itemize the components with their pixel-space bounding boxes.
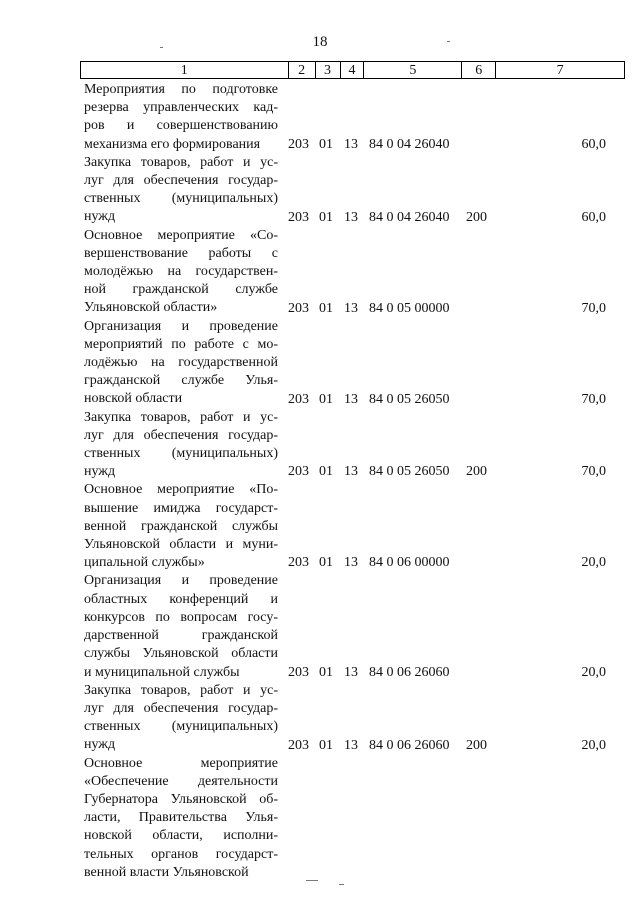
cell-c5: 84 0 06 00000	[369, 555, 450, 571]
description-line: венной власти Ульяновской	[84, 864, 249, 880]
cell-c5: 84 0 05 00000	[369, 300, 450, 316]
table-header	[80, 61, 625, 79]
row-codes	[84, 864, 629, 882]
description-line: вершенствование работы с	[84, 245, 278, 261]
description-line: новской области, исполни-	[84, 828, 278, 844]
cell-c7: 70,0	[581, 391, 606, 407]
cell-c7: 70,0	[581, 464, 606, 480]
header-col-1: 1	[81, 62, 289, 78]
description-line: молодёжью на государствен-	[84, 264, 278, 280]
description-line: службы Ульяновской области	[84, 646, 278, 662]
description-line: ной гражданской службе	[84, 282, 278, 298]
table-row	[84, 318, 629, 409]
description-line: вышение имиджа государст-	[84, 500, 278, 516]
table-row	[84, 409, 629, 482]
row-codes	[84, 737, 629, 755]
cell-c7: 20,0	[581, 664, 606, 680]
cell-c4: 13	[344, 136, 358, 152]
description-line: Мероприятия по подготовке	[84, 82, 278, 97]
cell-c5: 84 0 06 26060	[369, 737, 450, 753]
cell-c4: 13	[344, 464, 358, 480]
cell-c2: 203	[288, 464, 309, 480]
table-row	[84, 682, 629, 755]
row-codes	[84, 554, 629, 572]
cell-c4: 13	[344, 300, 358, 316]
header-col-5: 5	[364, 62, 462, 78]
header-col-2: 2	[289, 62, 316, 78]
page-number: 18	[312, 34, 328, 50]
description-line: ственных (муниципальных)	[84, 446, 278, 462]
cell-c3: 01	[319, 664, 333, 680]
cell-c5: 84 0 04 26040	[369, 209, 450, 225]
cell-c4: 13	[344, 555, 358, 571]
cell-c7: 20,0	[581, 555, 606, 571]
cell-c5: 84 0 04 26040	[369, 136, 450, 152]
cell-c6: 200	[466, 737, 487, 753]
description-line: нужд	[84, 737, 116, 753]
scan-speck	[306, 880, 318, 881]
description-line: дарственной гражданской	[84, 628, 278, 644]
table-body	[84, 81, 629, 882]
cell-c4: 13	[344, 737, 358, 753]
description-line: ласти, Правительства Улья-	[84, 810, 278, 826]
description-line: Закупка товаров, работ и ус-	[84, 409, 278, 425]
cell-c2: 203	[288, 664, 309, 680]
description-line: тельных органов государст-	[84, 846, 278, 862]
header-col-7: 7	[496, 62, 625, 78]
table-row	[84, 755, 629, 882]
description-line: механизма его формирования	[84, 136, 261, 152]
table-row	[84, 227, 629, 318]
description-line: луг для обеспечения государ-	[84, 427, 278, 443]
description-line: резерва управленческих кад-	[84, 100, 278, 116]
header-col-3: 3	[316, 62, 341, 78]
cell-c3: 01	[319, 391, 333, 407]
cell-c2: 203	[288, 300, 309, 316]
header-col-4: 4	[341, 62, 365, 78]
header-col-6: 6	[462, 62, 496, 78]
description-line: нужд	[84, 464, 116, 480]
cell-c2: 203	[288, 136, 309, 152]
cell-c2: 203	[288, 209, 309, 225]
cell-c5: 84 0 05 26050	[369, 464, 450, 480]
description-line: ципальной службы»	[84, 555, 205, 571]
description-line: Основное мероприятие «Со-	[84, 227, 278, 243]
description-line: областных конференций и	[84, 591, 278, 607]
description-line: ров и совершенствованию	[84, 118, 278, 134]
description-line: ственных (муниципальных)	[84, 191, 278, 207]
description-line: ственных (муниципальных)	[84, 719, 278, 735]
cell-c3: 01	[319, 555, 333, 571]
description-line: мероприятий по работе с мо-	[84, 336, 278, 352]
row-codes	[84, 391, 629, 409]
description-line: Губернатора Ульяновской об-	[84, 791, 278, 807]
description-line: Ульяновской области»	[84, 300, 218, 316]
description-line: Закупка товаров, работ и ус-	[84, 682, 278, 698]
description-line: Организация и проведение	[84, 318, 278, 334]
cell-c7: 70,0	[581, 300, 606, 316]
description-line: Основное мероприятие «По-	[84, 482, 278, 498]
row-codes	[84, 136, 629, 154]
description-line: Ульяновской области и муни-	[84, 537, 278, 553]
cell-c2: 203	[288, 391, 309, 407]
cell-c6: 200	[466, 209, 487, 225]
description-line: новской области	[84, 391, 183, 407]
description-line: и муниципальной службы	[84, 664, 240, 680]
cell-c3: 01	[319, 209, 333, 225]
cell-c3: 01	[319, 464, 333, 480]
cell-c3: 01	[319, 300, 333, 316]
row-codes	[84, 463, 629, 481]
cell-c2: 203	[288, 737, 309, 753]
row-codes	[84, 300, 629, 318]
cell-c3: 01	[319, 136, 333, 152]
description-line: нужд	[84, 209, 116, 225]
description-line: луг для обеспечения государ-	[84, 700, 278, 716]
scan-speck	[160, 47, 163, 48]
table-row	[84, 81, 629, 154]
cell-c4: 13	[344, 391, 358, 407]
row-codes	[84, 664, 629, 682]
description-line: конкурсов по вопросам госу-	[84, 609, 278, 625]
row-description	[84, 755, 278, 882]
cell-c7: 20,0	[581, 737, 606, 753]
cell-c3: 01	[319, 737, 333, 753]
description-line: гражданской службе Улья-	[84, 373, 278, 389]
cell-c7: 60,0	[581, 136, 606, 152]
description-line: Организация и проведение	[84, 573, 278, 589]
cell-c5: 84 0 06 26060	[369, 664, 450, 680]
description-line: Основное мероприятие	[84, 755, 278, 771]
description-line: Закупка товаров, работ и ус-	[84, 154, 278, 170]
cell-c4: 13	[344, 209, 358, 225]
table-row	[84, 572, 629, 681]
description-line: «Обеспечение деятельности	[84, 773, 278, 789]
table-row	[84, 481, 629, 572]
cell-c5: 84 0 05 26050	[369, 391, 450, 407]
cell-c6: 200	[466, 464, 487, 480]
cell-c2: 203	[288, 555, 309, 571]
description-line: лодёжью на государственной	[84, 355, 278, 371]
table-row	[84, 154, 629, 227]
scan-speck	[447, 41, 450, 42]
scan-speck	[339, 884, 344, 885]
row-codes	[84, 209, 629, 227]
description-line: луг для обеспечения государ-	[84, 173, 278, 189]
cell-c7: 60,0	[581, 209, 606, 225]
description-line: венной гражданской службы	[84, 518, 278, 534]
cell-c4: 13	[344, 664, 358, 680]
